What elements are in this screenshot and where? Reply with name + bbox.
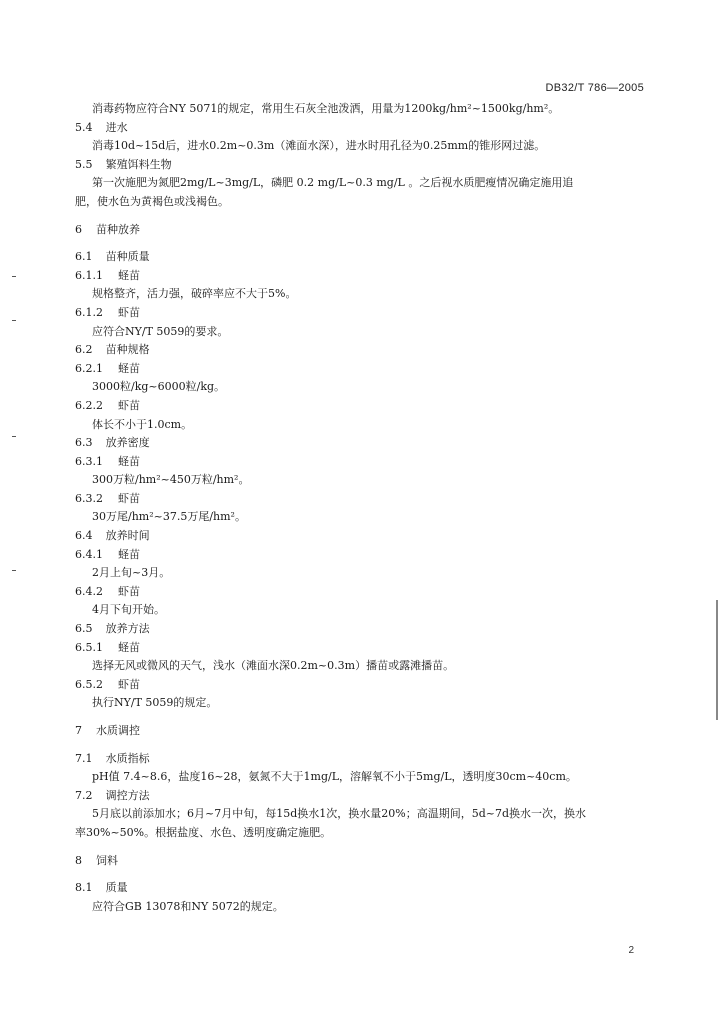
document-body	[0, 100, 724, 916]
section-title: 质量	[105, 881, 128, 895]
section-number: 6.5.1	[75, 640, 103, 654]
paragraph-line	[0, 768, 724, 787]
paragraph-text: 3000粒/kg~6000粒/kg。	[92, 380, 226, 394]
paragraph-text: 5月底以前添加水；6月~7月中旬，每15d换水1次，换水量20%；高温期间，5d~7d换水一次，换水	[92, 807, 586, 821]
paragraph-line	[0, 898, 724, 917]
section-title: 饲料	[96, 853, 118, 867]
paragraph-gap	[0, 741, 724, 750]
scan-mark	[12, 436, 16, 437]
section-number: 6.1	[75, 250, 93, 264]
paragraph-text: 执行NY/T 5059的规定。	[92, 696, 218, 710]
paragraph-line	[0, 601, 724, 620]
paragraph-text: 消毒药物应符合NY 5071的规定，常用生石灰全池泼洒，用量为1200kg/hm²~1500kg/hm²。	[92, 102, 560, 115]
section-title: 蛏苗	[118, 454, 140, 468]
section-heading	[0, 620, 724, 639]
section-number: 6.5	[75, 622, 93, 636]
chapter-heading	[0, 852, 724, 871]
paragraph-line	[0, 100, 724, 119]
section-number: 6.5.2	[75, 677, 103, 691]
section-number: 7.2	[75, 788, 93, 802]
section-number: 5.4	[75, 120, 93, 134]
section-heading	[0, 879, 724, 898]
paragraph-line	[0, 805, 724, 824]
standard-code-header: DB32/T 786—2005	[545, 82, 644, 94]
paragraph-text: 应符合NY/T 5059的要求。	[92, 324, 229, 338]
section-title: 放养方法	[105, 622, 150, 636]
page-number: 2	[628, 945, 634, 956]
section-heading	[0, 546, 724, 565]
section-number: 7	[75, 724, 82, 737]
paragraph-gap	[0, 212, 724, 221]
section-title: 繁殖饵料生物	[105, 157, 172, 171]
section-title: 蛏苗	[118, 268, 140, 282]
section-title: 虾苗	[118, 305, 140, 319]
section-heading	[0, 397, 724, 416]
paragraph-text: 消毒10d~15d后，进水0.2m~0.3m（滩面水深），进水时用孔径为0.25mm的锥形网过滤。	[92, 139, 546, 153]
paragraph-text: 2月上旬~3月。	[92, 566, 171, 580]
section-title: 虾苗	[118, 491, 140, 505]
paragraph-text: 30万尾/hm²~37.5万尾/hm²。	[92, 510, 246, 524]
paragraph-line	[0, 174, 724, 193]
section-number: 6.2.2	[75, 398, 103, 412]
section-heading	[0, 434, 724, 453]
section-number: 7.1	[75, 751, 93, 765]
paragraph-text: 规格整齐，活力强，破碎率应不大于5%。	[92, 287, 297, 301]
section-heading	[0, 156, 724, 175]
section-title: 苗种规格	[105, 343, 150, 357]
section-title: 蛏苗	[118, 640, 140, 654]
paragraph-gap	[0, 843, 724, 852]
section-heading	[0, 750, 724, 769]
section-heading	[0, 453, 724, 472]
section-title: 虾苗	[118, 584, 140, 598]
section-title: 水质指标	[105, 751, 150, 765]
paragraph-text: 率30%~50%。根据盐度、水色、透明度确定施肥。	[75, 825, 332, 839]
section-number: 5.5	[75, 157, 93, 171]
section-number: 6.4.2	[75, 584, 103, 598]
section-title: 苗种质量	[105, 250, 150, 264]
section-heading	[0, 267, 724, 286]
section-heading	[0, 490, 724, 509]
paragraph-line	[0, 657, 724, 676]
paragraph-line	[0, 694, 724, 713]
section-number: 6.3.1	[75, 454, 103, 468]
section-number: 8	[75, 853, 82, 867]
section-heading	[0, 341, 724, 360]
paragraph-line	[0, 471, 724, 490]
section-title: 蛏苗	[118, 361, 140, 375]
paragraph-continuation	[0, 193, 724, 212]
section-title: 虾苗	[118, 677, 140, 691]
paragraph-line	[0, 323, 724, 342]
paragraph-line	[0, 564, 724, 583]
section-heading	[0, 583, 724, 602]
section-title: 蛏苗	[118, 547, 140, 561]
section-heading	[0, 639, 724, 658]
paragraph-text: 体长不小于1.0cm。	[92, 417, 193, 431]
paragraph-gap	[0, 870, 724, 879]
section-heading	[0, 360, 724, 379]
section-heading	[0, 304, 724, 323]
section-heading	[0, 527, 724, 546]
scan-mark	[716, 600, 718, 720]
paragraph-text: 第一次施肥为氮肥2mg/L~3mg/L，磷肥 0.2 mg/L~0.3 mg/L 。之后视水质肥瘦情况确定施用追	[92, 176, 574, 190]
section-title: 苗种放养	[96, 222, 140, 236]
paragraph-line	[0, 416, 724, 435]
paragraph-text: 300万粒/hm²~450万粒/hm²。	[92, 473, 250, 487]
section-heading	[0, 119, 724, 138]
paragraph-text: 应符合GB 13078和NY 5072的规定。	[92, 899, 284, 913]
section-heading	[0, 248, 724, 267]
section-title: 虾苗	[118, 398, 140, 412]
section-number: 6.3	[75, 436, 93, 450]
paragraph-text: 4月下旬开始。	[92, 603, 165, 617]
chapter-heading	[0, 221, 724, 240]
section-number: 6.1.2	[75, 305, 103, 319]
paragraph-gap	[0, 239, 724, 248]
section-title: 水质调控	[96, 724, 140, 737]
section-number: 6.3.2	[75, 491, 103, 505]
paragraph-text: 肥，使水色为黄褐色或浅褐色。	[75, 194, 229, 208]
paragraph-text: 选择无风或微风的天气，浅水（滩面水深0.2m~0.3m）播苗或露滩播苗。	[92, 659, 455, 673]
paragraph-line	[0, 285, 724, 304]
paragraph-line	[0, 508, 724, 527]
scan-mark	[12, 276, 16, 277]
section-number: 8.1	[75, 881, 93, 895]
scan-mark	[12, 570, 16, 571]
section-number: 6.2	[75, 343, 93, 357]
section-number: 6	[75, 222, 82, 236]
chapter-heading	[0, 722, 724, 741]
paragraph-continuation	[0, 824, 724, 843]
paragraph-gap	[0, 713, 724, 722]
paragraph-line	[0, 378, 724, 397]
section-number: 6.1.1	[75, 268, 103, 282]
paragraph-text: pH值 7.4~8.6，盐度16~28，氨氮不大于1mg/L，溶解氧不小于5mg/L，透明度30cm~40cm。	[92, 770, 577, 784]
section-title: 进水	[105, 120, 128, 134]
scan-mark	[12, 320, 16, 321]
section-title: 调控方法	[105, 788, 150, 802]
section-heading	[0, 676, 724, 695]
section-title: 放养时间	[105, 529, 150, 543]
paragraph-line	[0, 137, 724, 156]
section-title: 放养密度	[105, 436, 150, 450]
section-heading	[0, 787, 724, 806]
section-number: 6.4	[75, 529, 93, 543]
section-number: 6.4.1	[75, 547, 103, 561]
section-number: 6.2.1	[75, 361, 103, 375]
